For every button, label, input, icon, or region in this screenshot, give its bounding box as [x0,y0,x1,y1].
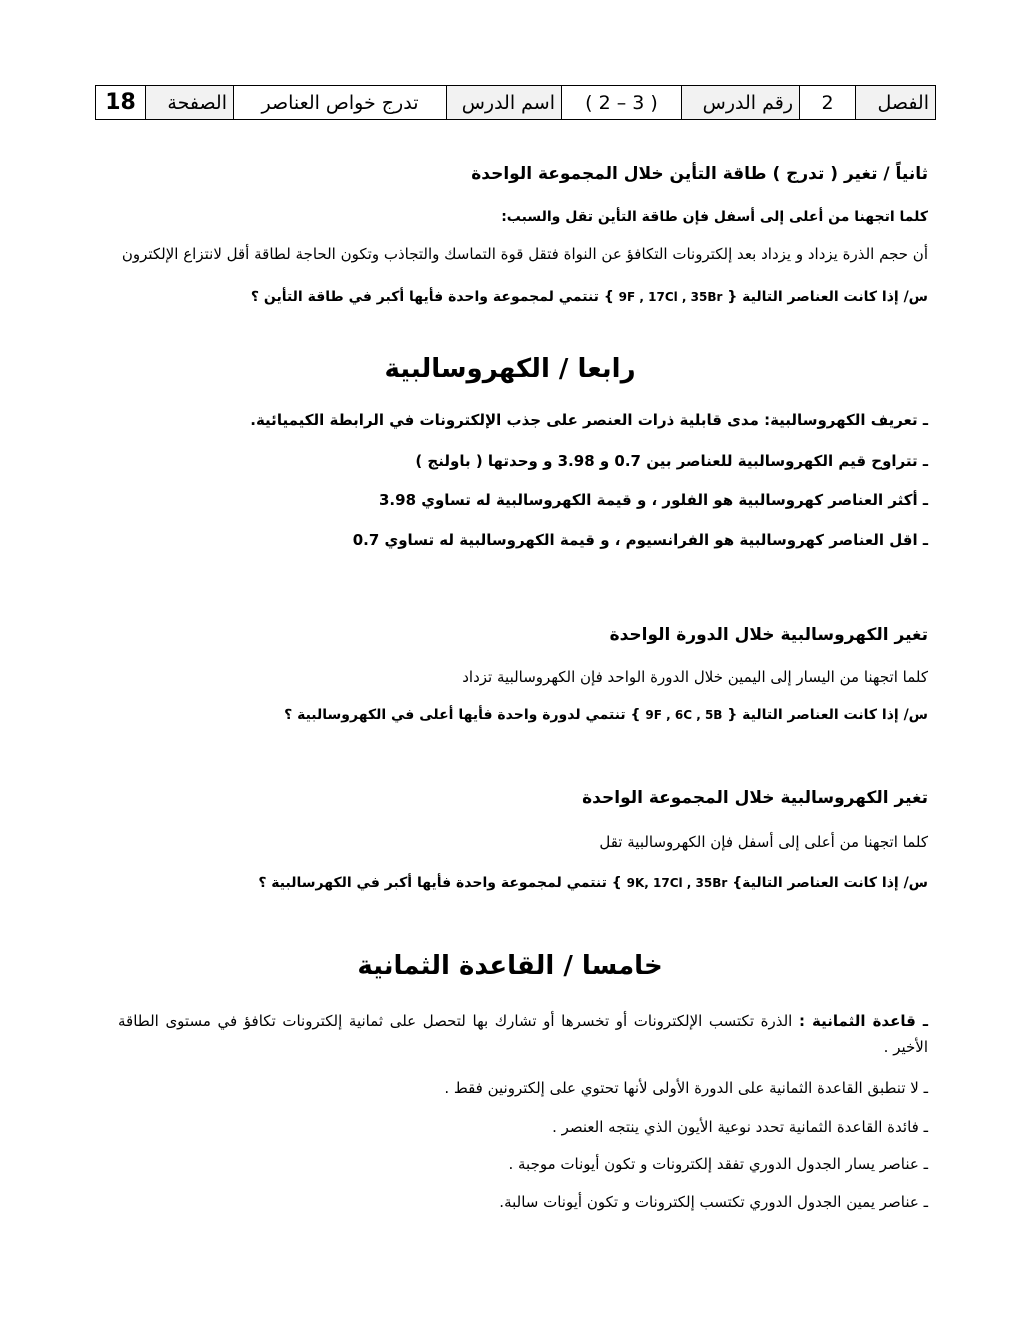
electronegativity-bullet: ـ تتراوح قيم الكهروسالبية للعناصر بين 0.7 و 3.98 و وحدتها ( باولنج ) [415,452,928,470]
ionization-question [251,289,928,305]
group-trend-question [258,875,928,891]
question-suffix: } تنتمي لمجموعة واحدة فأيها أكبر في طاقة التأين ؟ [250,289,614,305]
page-label: الصفحة [146,86,234,120]
lesson-number-label: رقم الدرس [682,86,800,120]
period-trend-title: تغير الكهروسالبية خلال الدورة الواحدة [609,625,928,645]
group-trend-title: تغير الكهروسالبية خلال المجموعة الواحدة [582,788,928,808]
chapter-label: الفصل [856,86,936,120]
question-elements: 9F , 6C , 5B [645,708,723,722]
period-trend-question [284,707,928,723]
octet-rule-definition [118,1008,928,1060]
lesson-header-table [95,85,936,120]
electronegativity-heading: رابعا / الكهروسالبية [384,354,636,384]
question-suffix: } تنتمي لدورة واحدة فأيها أعلى في الكهروسالبية ؟ [284,707,641,723]
octet-rule-heading: خامسا / القاعدة الثمانية [357,951,663,981]
lesson-number-value: ( 3 – 2 ) [562,86,682,120]
electronegativity-bullet: ـ اقل العناصر كهروسالبية هو الفرانسيوم ، و قيمة الكهروسالبية له تساوي 0.7 [352,531,928,549]
question-prefix: س/ إذا كانت العناصر التالية { [727,707,928,723]
lesson-name-value: تدرج خواص العناصر [234,86,447,120]
period-trend-text: كلما اتجهنا من اليسار إلى اليمين خلال الدورة الواحد فإن الكهروسالبية تزداد [462,668,928,686]
question-suffix: } تنتمي لمجموعة واحدة فأيها أكبر في الكهرسالبية ؟ [258,875,622,891]
electronegativity-bullet: ـ أكثر العناصر كهروسالبية هو الفلور ، و قيمة الكهروسالبية له تساوي 3.98 [379,491,928,509]
question-prefix: س/ إذا كانت العناصر التالية { [727,289,928,305]
ionization-reason: أن حجم الذرة يزداد و يزداد بعد إلكترونات التكافؤ عن النواة فتقل قوة التماسك والتجاذب وتكون الحاجة لطاقة أقل لانتزاع الإلكترون [121,245,928,263]
octet-bullet: ـ عناصر يمين الجدول الدوري تكتسب إلكترونات و تكون أيونات سالبة. [499,1193,928,1211]
octet-rule-label: ـ قاعدة الثمانية : [798,1012,928,1030]
octet-rule-text: الذرة تكتسب الإلكترونات أو تخسرها أو تشارك بها لتحصل على ثمانية إلكترونات تكافؤ في مستوى الطاقة الأخير . [118,1012,928,1056]
chapter-value: 2 [800,86,856,120]
question-elements: 9F , 17Cl , 35Br [618,290,723,304]
octet-bullet: ـ لا تنطبق القاعدة الثمانية على الدورة الأولى لأنها تحتوي على إلكترونين فقط . [444,1079,928,1097]
octet-bullet: ـ فائدة القاعدة الثمانية تحدد نوعية الأيون الذي ينتجه العنصر . [552,1118,928,1136]
group-trend-text: كلما اتجهنا من أعلى إلى أسفل فإن الكهروسالبية تقل [599,833,928,851]
electronegativity-bullet: ـ تعريف الكهروسالبية: مدى قابلية ذرات العنصر على جذب الإلكترونات في الرابطة الكيميائية. [250,411,928,429]
octet-bullet: ـ عناصر يسار الجدول الدوري تفقد إلكترونات و تكون أيونات موجبة . [508,1155,928,1173]
ionization-group-title: ثانياً / تغير ( تدرج ) طاقة التأين خلال المجموعة الواحدة [471,164,928,184]
page-number: 18 [96,86,146,120]
ionization-group-subtitle: كلما اتجهنا من أعلى إلى أسفل فإن طاقة التأين تقل والسبب: [501,209,928,225]
question-elements: 9K, 17Cl , 35Br [626,876,728,890]
question-prefix: س/ إذا كانت العناصر التالية} [732,875,928,891]
lesson-name-label: اسم الدرس [447,86,562,120]
